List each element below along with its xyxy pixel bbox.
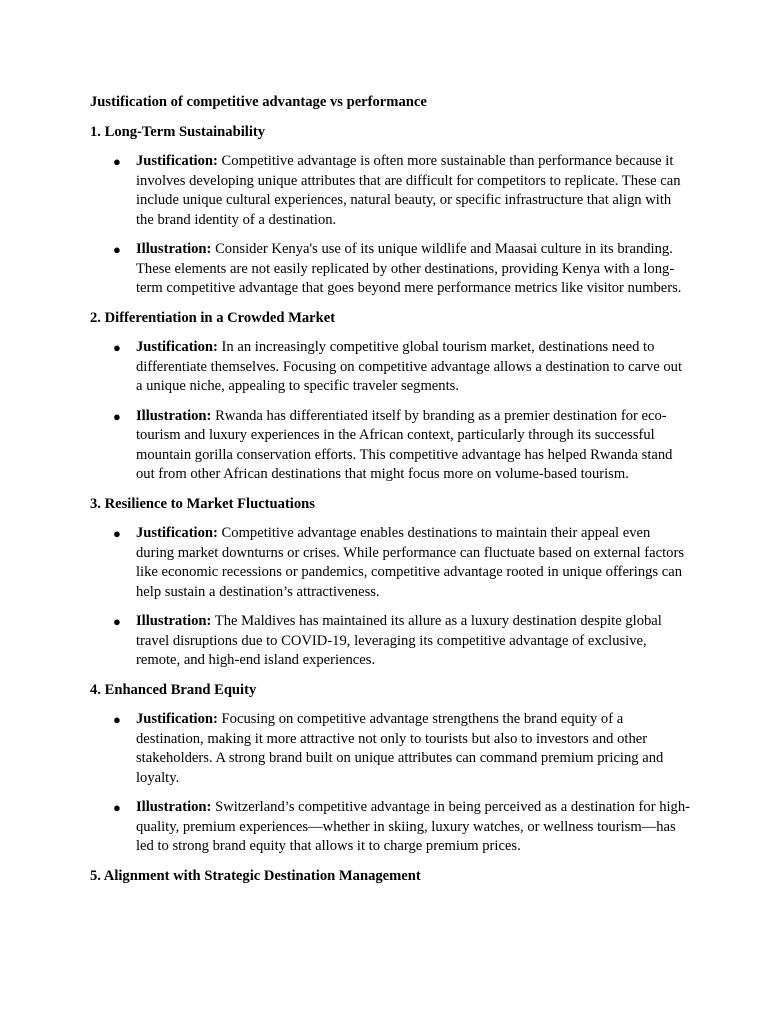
bullet-icon: ● — [113, 154, 121, 169]
section-differentiation — [90, 309, 690, 485]
bullet-item — [90, 524, 690, 602]
section-heading: 5. Alignment with Strategic Destination Management — [90, 867, 421, 884]
section-long-term-sustainability — [90, 123, 690, 299]
bullet-item — [90, 798, 690, 857]
bullet-text: Consider Kenya's use of its unique wildlife and Maasai culture in its branding. These elements are not easily replicated by other destinations, providing Kenya with a long-term competitive advantage that goes beyond mere performance metrics like visitor numbers. — [136, 241, 682, 296]
bullet-list — [90, 152, 690, 299]
bullet-item — [90, 152, 690, 230]
bullet-label: Illustration: — [136, 613, 212, 629]
bullet-list — [90, 710, 690, 857]
bullet-text: Rwanda has differentiated itself by branding as a premier destination for eco-tourism and luxury experiences in the African context, particularly through its successful mountain gorilla conservation efforts. This competitive advantage has helped Rwanda stand out from other African destinations that might focus more on volume-based tourism. — [136, 407, 673, 482]
bullet-label: Justification: — [136, 153, 218, 169]
bullet-item — [90, 240, 690, 299]
bullet-label: Illustration: — [136, 407, 212, 424]
bullet-label: Justification: — [136, 525, 218, 541]
bullet-label: Justification: — [136, 339, 218, 355]
bullet-text: Switzerland’s competitive advantage in being perceived as a destination for high-quality, premium experiences—whether in skiing, luxury watches, or wellness tourism—has led to strong brand equity that allows it to charge premium prices. — [136, 799, 691, 854]
section-brand-equity — [90, 681, 690, 857]
bullet-icon: ● — [113, 526, 121, 541]
section-resilience — [90, 495, 690, 671]
bullet-item — [90, 612, 690, 671]
bullet-icon: ● — [113, 800, 121, 815]
bullet-list — [90, 524, 690, 671]
bullet-text: In an increasingly competitive global tourism market, destinations need to differentiate themselves. Focusing on competitive advantage allows a destination to carve out a unique niche, appealing to specific traveler segments. — [136, 339, 683, 394]
bullet-label: Illustration: — [136, 241, 212, 257]
bullet-text: Competitive advantage is often more sustainable than performance because it involves developing unique attributes that are difficult for competitors to replicate. These can include unique cultural experiences, natural beauty, or specific infrastructure that align with the brand identity of a destination. — [136, 153, 681, 228]
bullet-icon: ● — [113, 408, 121, 424]
bullet-icon: ● — [113, 712, 121, 727]
bullet-text: Focusing on competitive advantage strengthens the brand equity of a destination, making it more attractive not only to tourists but also to investors and other stakeholders. A strong brand built on unique attributes can command premium pricing and loyalty. — [136, 711, 664, 786]
bullet-icon: ● — [113, 242, 121, 257]
bullet-label: Illustration: — [136, 799, 212, 815]
bullet-text: The Maldives has maintained its allure as a luxury destination despite global travel disruptions due to COVID-19, leveraging its competitive advantage of exclusive, remote, and high-end island experiences. — [136, 613, 662, 668]
bullet-icon: ● — [113, 614, 121, 629]
bullet-item — [90, 338, 690, 397]
bullet-item — [90, 710, 690, 788]
document-page — [90, 93, 690, 896]
section-strategic-alignment — [90, 867, 690, 887]
bullet-label: Justification: — [136, 711, 218, 727]
section-heading: 4. Enhanced Brand Equity — [90, 681, 257, 698]
bullet-text: Competitive advantage enables destinations to maintain their appeal even during market downturns or crises. While performance can fluctuate based on external factors like economic recessions or pandemics, competitive advantage rooted in unique offerings can help sustain a destination’s attractiveness. — [136, 525, 684, 600]
document-title: Justification of competitive advantage vs performance — [90, 94, 427, 110]
bullet-list — [90, 338, 690, 485]
bullet-item — [90, 407, 690, 485]
section-heading: 3. Resilience to Market Fluctuations — [90, 495, 315, 512]
bullet-icon: ● — [113, 340, 121, 355]
section-heading: 1. Long-Term Sustainability — [90, 123, 266, 140]
section-heading: 2. Differentiation in a Crowded Market — [90, 309, 336, 326]
